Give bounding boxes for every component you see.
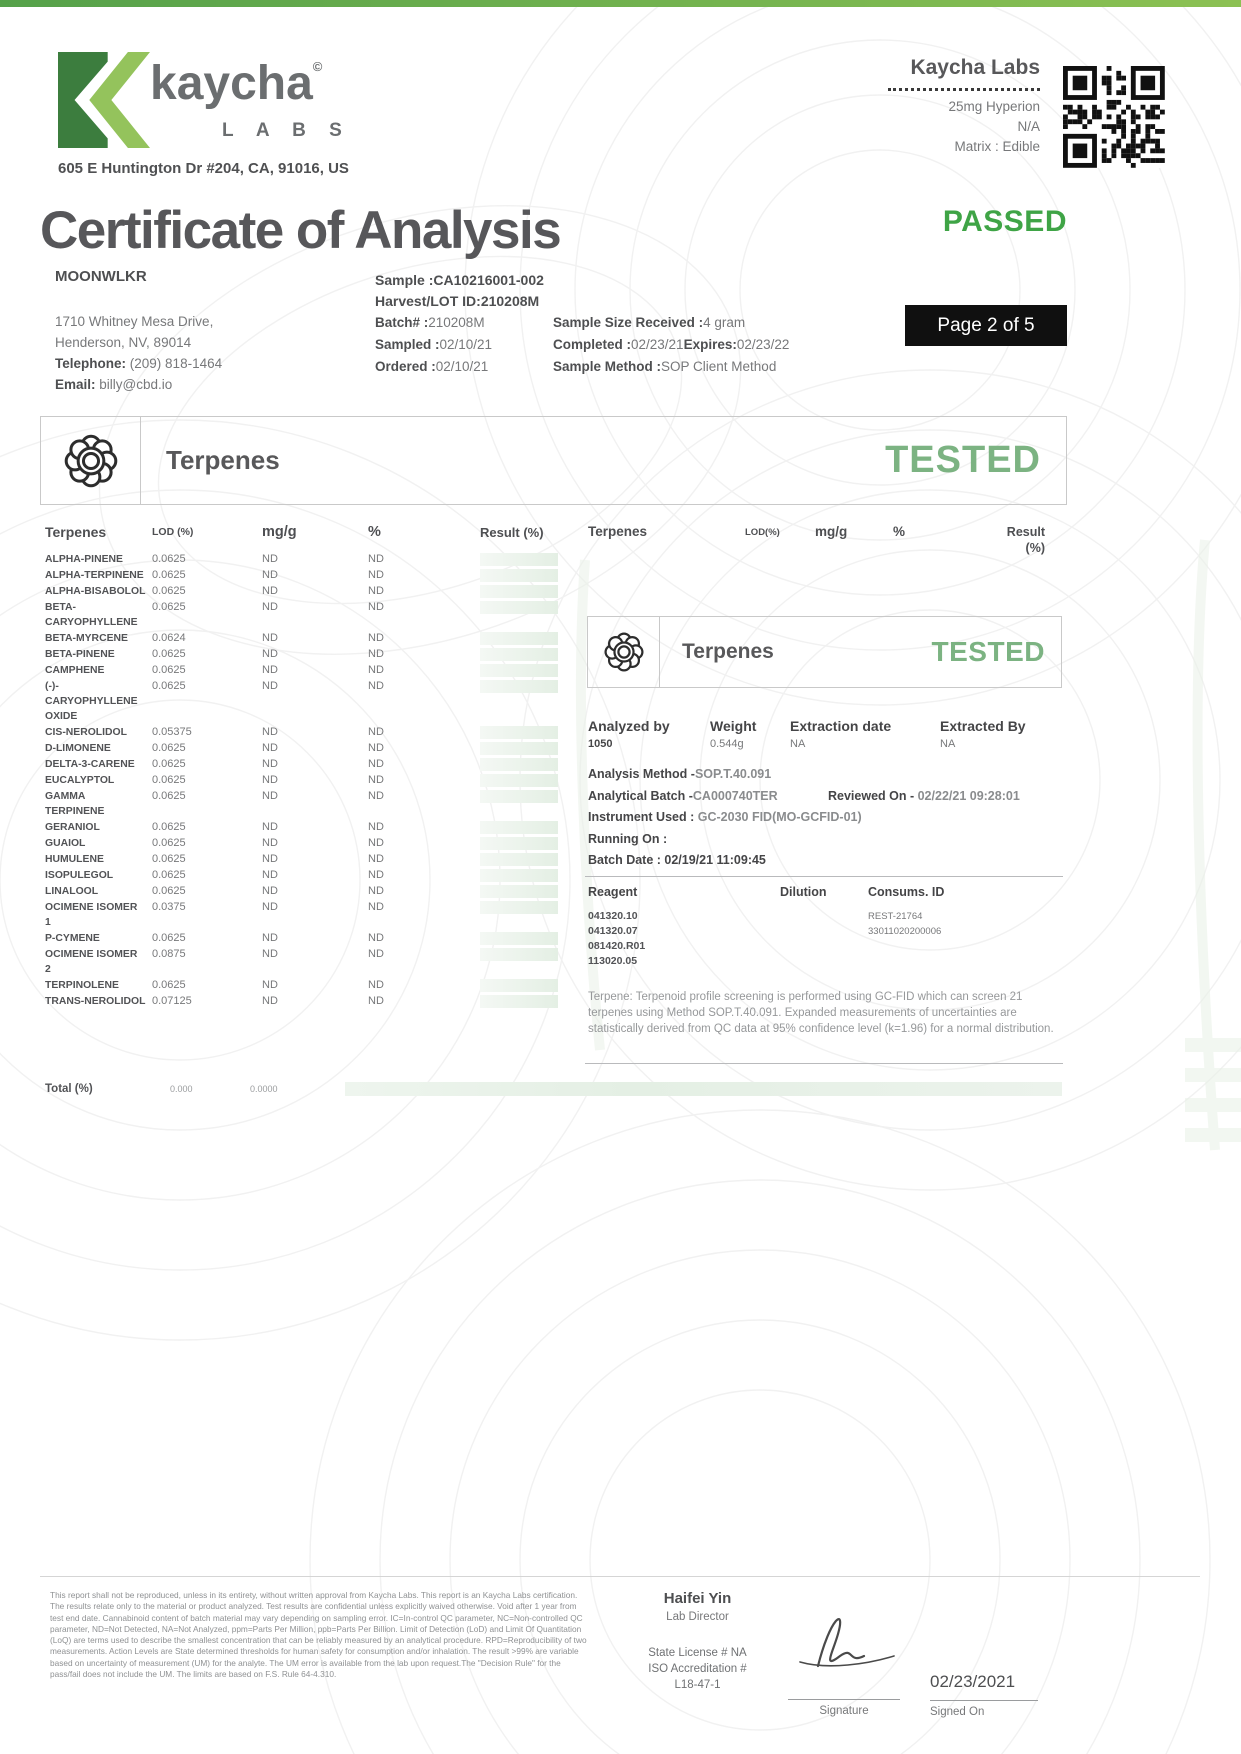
terpenes-banner <box>40 416 1067 505</box>
consums-id <box>868 954 1063 969</box>
terpene-lod: 0.0625 <box>152 979 186 991</box>
page-number-badge: Page 2 of 5 <box>905 305 1067 346</box>
completed-label: Completed : <box>553 337 632 352</box>
result-bar <box>480 758 558 771</box>
terpene-pct: ND <box>368 680 384 692</box>
result-bar <box>480 680 558 693</box>
terpene-name: TERPINOLENE <box>45 980 119 991</box>
consums-id: 33011020200006 <box>868 925 942 937</box>
result-bar <box>480 585 558 598</box>
terpene-lod: 0.0625 <box>152 790 186 802</box>
right-panel <box>585 524 1063 1064</box>
terpene-name: D-LIMONENE <box>45 743 111 754</box>
result-bar <box>480 742 558 755</box>
dilution-col-label: Dilution <box>780 884 827 899</box>
terpenes-rows <box>45 552 560 1009</box>
running-on-label: Running On : <box>588 831 668 846</box>
col-terpenes: Terpenes <box>588 524 648 539</box>
dilution-value <box>780 909 868 924</box>
terpene-mgg: ND <box>262 885 278 897</box>
terpene-name: ISOPULEGOL <box>45 870 114 881</box>
result-bar <box>480 837 558 850</box>
extracted-by-value: NA <box>940 738 956 750</box>
result-bar <box>480 774 558 787</box>
terpene-lod: 0.0625 <box>152 680 186 692</box>
reagent-row <box>588 909 1063 924</box>
sample-method-value: SOP Client Method <box>661 359 777 374</box>
terpene-mgg: ND <box>262 601 278 613</box>
table-row <box>45 757 560 772</box>
result-bar <box>480 948 558 961</box>
table-row <box>45 884 560 899</box>
terpenes-icon-cell <box>41 417 141 504</box>
terpene-pct: ND <box>368 742 384 754</box>
col-pct: % <box>368 524 381 540</box>
batch-value: 210208M <box>428 315 485 330</box>
col-mgg: mg/g <box>262 524 297 540</box>
state-license: State License # NA <box>648 1647 747 1659</box>
signed-on-line <box>930 1700 1038 1701</box>
analytical-batch-label: Analytical Batch - <box>588 788 693 803</box>
total-result-bar <box>345 1082 1062 1096</box>
result-bar <box>480 553 558 566</box>
client-address2: Henderson, NV, 89014 <box>55 335 192 350</box>
terpene-pct: ND <box>368 837 384 849</box>
col-result: Result (%) <box>480 525 544 540</box>
terpene-mgg: ND <box>262 648 278 660</box>
table-row <box>45 679 560 724</box>
client-block <box>55 268 355 395</box>
terpene-pct: ND <box>368 979 384 991</box>
table-row <box>45 584 560 599</box>
table-row <box>45 978 560 993</box>
total-lod: 0.000 <box>170 1084 193 1094</box>
status-passed: PASSED <box>942 205 1067 238</box>
divider <box>585 876 1063 877</box>
terpene-name: ALPHA-BISABOLOL <box>45 586 146 597</box>
total-row <box>45 1082 1062 1096</box>
signature-block <box>788 1600 900 1717</box>
terpene-mgg: ND <box>262 632 278 644</box>
harvest-label: Harvest/LOT ID: <box>375 293 481 309</box>
terpene-pct: ND <box>368 585 384 597</box>
method-block <box>585 764 1063 872</box>
terpene-lod: 0.0625 <box>152 569 186 581</box>
analyzed-by-value: 1050 <box>588 738 613 750</box>
signature-line <box>788 1699 900 1700</box>
result-bar <box>480 726 558 739</box>
reagent-row <box>588 939 1063 954</box>
section-title: Terpenes <box>682 640 774 663</box>
terpene-name: LINALOOL <box>45 886 99 897</box>
result-bar <box>480 821 558 834</box>
sample-label: Sample : <box>375 272 434 288</box>
director-name: Haifei Yin <box>663 1590 732 1607</box>
terpene-lod: 0.07125 <box>152 995 192 1007</box>
terpene-name: BETA-PINENE <box>45 649 115 660</box>
size-label: Sample Size Received : <box>553 315 704 330</box>
terpene-pct: ND <box>368 821 384 833</box>
analysis-method-label: Analysis Method - <box>588 767 695 781</box>
terpene-lod: 0.05375 <box>152 726 192 738</box>
analysis-method-value: SOP.T.40.091 <box>694 767 772 781</box>
terpene-lod: 0.0625 <box>152 664 186 676</box>
table-row <box>45 631 560 646</box>
terpene-mgg: ND <box>262 995 278 1007</box>
signature-label: Signature <box>819 1705 869 1717</box>
table-row <box>45 725 560 740</box>
result-bar <box>480 885 558 898</box>
telephone-value: (209) 818-1464 <box>129 356 223 371</box>
table-row <box>45 852 560 867</box>
ordered-value: 02/10/21 <box>435 359 489 374</box>
terpene-pct: ND <box>368 758 384 770</box>
terpene-pct: ND <box>368 790 384 802</box>
iso-accreditation-line2: L18-47-1 <box>674 1679 721 1691</box>
terpene-lod: 0.0875 <box>152 948 186 960</box>
result-bar <box>480 869 558 882</box>
terpene-lod: 0.0625 <box>152 758 186 770</box>
result-bar <box>480 853 558 866</box>
footer-divider <box>40 1576 1200 1577</box>
col-lod: LOD(%) <box>745 527 780 538</box>
table-row <box>45 789 560 819</box>
sampled-label: Sampled : <box>375 337 440 352</box>
table-row <box>45 600 560 630</box>
reagent-id: 041320.10 <box>588 909 638 922</box>
table-row <box>45 947 560 977</box>
terpene-mgg: ND <box>262 821 278 833</box>
terpene-name: GAMMA TERPINENE <box>45 791 105 817</box>
dilution-value <box>780 924 868 939</box>
col-result: Result (%) <box>1006 525 1045 555</box>
terpenes-mini-banner <box>587 616 1062 688</box>
terpene-lod: 0.0625 <box>152 601 186 613</box>
sample-id: CA10216001-002 <box>433 272 544 288</box>
terpene-name: GUAIOL <box>45 838 86 849</box>
result-bar <box>480 995 558 1008</box>
terpene-name: CAMPHENE <box>45 665 105 676</box>
logo-wordmark: kaycha© <box>150 57 323 110</box>
terpenes-icon-cell <box>588 617 660 687</box>
col-terpenes: Terpenes <box>45 524 107 540</box>
result-bar <box>480 632 558 645</box>
table-row <box>45 773 560 788</box>
analysis-summary <box>585 718 1063 750</box>
flower-icon <box>60 430 122 492</box>
terpene-lod: 0.0625 <box>152 585 186 597</box>
batch-label: Batch# : <box>375 315 429 330</box>
terpene-lod: 0.0625 <box>152 837 186 849</box>
terpenes-table <box>45 524 560 1010</box>
signature-scribble <box>788 1600 900 1692</box>
result-bar <box>480 569 558 582</box>
right-table-header <box>585 524 1063 556</box>
table-row <box>45 552 560 567</box>
col-lod: LOD (%) <box>152 526 194 538</box>
terpene-name: ALPHA-TERPINENE <box>45 570 144 581</box>
terpene-mgg: ND <box>262 569 278 581</box>
table-header <box>45 524 560 540</box>
reagent-section <box>585 885 1063 969</box>
total-mgg: 0.0000 <box>250 1084 278 1094</box>
terpene-mgg: ND <box>262 932 278 944</box>
terpene-pct: ND <box>368 774 384 786</box>
extraction-date-label: Extraction date <box>790 718 892 734</box>
terpene-name: OCIMENE ISOMER 2 <box>45 949 138 975</box>
expires-label: Expires: <box>683 337 737 352</box>
terpene-lod: 0.0625 <box>152 553 186 565</box>
signed-on-block <box>930 1672 1038 1718</box>
terpene-lod: 0.0625 <box>152 742 186 754</box>
table-row <box>45 568 560 583</box>
email-value: billy@cbd.io <box>99 377 173 392</box>
terpene-lod: 0.0625 <box>152 821 186 833</box>
terpene-name: BETA-MYRCENE <box>45 633 128 644</box>
harvest-id: 210208M <box>480 293 540 309</box>
sample-method-label: Sample Method : <box>553 359 662 374</box>
terpene-pct: ND <box>368 885 384 897</box>
client-address1: 1710 Whitney Mesa Drive, <box>55 314 214 329</box>
terpene-mgg: ND <box>262 758 278 770</box>
weight-value: 0.544g <box>710 738 744 750</box>
col-pct: % <box>893 524 906 539</box>
lab-title-block <box>740 56 1040 157</box>
consums-col-label: Consums. ID <box>868 884 945 899</box>
table-row <box>45 868 560 883</box>
divider <box>585 1063 1063 1064</box>
terpene-name: P-CYMENE <box>45 933 100 944</box>
reagent-id: 113020.05 <box>588 954 638 967</box>
lab-address: 605 E Huntington Dr #204, CA, 91016, US <box>58 160 349 177</box>
terpene-mgg: ND <box>262 585 278 597</box>
terpene-lod: 0.0625 <box>152 885 186 897</box>
reagent-id: 041320.07 <box>588 924 638 937</box>
batch-date-label: Batch Date : <box>588 853 665 867</box>
terpene-lod: 0.0625 <box>152 932 186 944</box>
table-row <box>45 931 560 946</box>
terpene-mgg: ND <box>262 869 278 881</box>
terpene-mgg: ND <box>262 901 278 913</box>
terpene-pct: ND <box>368 853 384 865</box>
terpene-name: DELTA-3-CARENE <box>45 759 135 770</box>
terpene-name: TRANS-NEROLIDOL <box>45 996 146 1007</box>
weight-label: Weight <box>710 718 757 734</box>
table-row <box>45 647 560 662</box>
logo-labs-word: L A B S <box>222 120 351 141</box>
signed-date: 02/23/2021 <box>930 1672 1016 1691</box>
reagent-col-label: Reagent <box>588 884 638 899</box>
reagent-id: 081420.R01 <box>588 939 646 952</box>
status-tested: TESTED <box>931 636 1045 667</box>
terpene-pct: ND <box>368 932 384 944</box>
terpene-lod: 0.0624 <box>152 632 186 644</box>
dilution-value <box>780 939 868 954</box>
result-bar <box>480 648 558 661</box>
analytical-batch-value: CA000740TER <box>692 788 778 803</box>
status-tested: TESTED <box>885 439 1041 481</box>
top-accent-bar <box>0 0 1241 7</box>
consums-id: REST-21764 <box>868 910 923 922</box>
flower-icon <box>601 629 647 675</box>
matrix-type: Matrix : Edible <box>954 139 1040 154</box>
table-row <box>45 741 560 756</box>
batch-date-value: 02/19/21 11:09:45 <box>664 853 766 867</box>
product-na: N/A <box>1017 119 1040 134</box>
sample-block <box>375 270 895 378</box>
terpene-mgg: ND <box>262 979 278 991</box>
total-label: Total (%) <box>45 1083 93 1095</box>
table-row <box>45 900 560 930</box>
terpene-mgg: ND <box>262 948 278 960</box>
terpene-mgg: ND <box>262 553 278 565</box>
terpene-mgg: ND <box>262 742 278 754</box>
dilution-value <box>780 954 868 969</box>
reviewed-on-value: 02/22/21 09:28:01 <box>917 788 1020 803</box>
terpene-mgg: ND <box>262 774 278 786</box>
terpene-pct: ND <box>368 948 384 960</box>
client-name: MOONWLKR <box>55 268 147 285</box>
email-label: Email: <box>55 377 96 392</box>
terpene-name: OCIMENE ISOMER 1 <box>45 902 138 928</box>
terpene-name: (-)-CARYOPHYLLENE OXIDE <box>45 681 138 722</box>
lab-director-block <box>615 1590 780 1693</box>
product-name: 25mg Hyperion <box>948 99 1040 114</box>
result-bar <box>480 790 558 803</box>
sampled-value: 02/10/21 <box>439 337 493 352</box>
disclaimer: This report shall not be reproduced, unless in its entirety, without written approval from Kaycha Labs. This report is an Kaycha Labs certification. The results relate only to the material or product analyzed. Test results are confidential unless explicitly waived otherwise. Void after 1 year from test end date. Cannabinoid content of batch material may vary depending on sampling error. IC=In-control QC parameter, NC=Non-controlled QC parameter, ND=Not Detected, NA=Not Analyzed, ppm=Parts Per Million, ppb=Parts Per Billion. Limit of Detection (LoD) and Limit Of Quantitation (LoQ) are terms used to describe the smallest concentration that can be reliably measured by an analytical procedure. RPD=Reproducibility of two measurements. Action Levels are State determined thresholds for human safety for consumption and/or inhalation. The result >99% are variable based on uncertainty of measurement (UM) for the analyte. The UM error is available from the lab upon request.The "Decision Rule" for the pass/fail does not include the UM. The limits are based on F.S. Rule 64-4.310. <box>50 1590 587 1680</box>
table-row <box>45 663 560 678</box>
table-row <box>45 994 560 1009</box>
instrument-value: GC-2030 FID(MO-GCFID-01) <box>697 810 862 824</box>
reagent-rows <box>588 909 1063 969</box>
extracted-by-label: Extracted By <box>940 718 1026 734</box>
terpene-lod: 0.0625 <box>152 774 186 786</box>
terpene-name: CIS-NEROLIDOL <box>45 727 127 738</box>
director-title: Lab Director <box>666 1611 729 1623</box>
result-bar <box>480 932 558 945</box>
dotted-divider <box>888 88 1040 91</box>
result-bar <box>480 979 558 992</box>
page-title: Certificate of Analysis <box>40 201 561 260</box>
size-value: 4 gram <box>703 315 746 330</box>
reagent-row <box>588 954 1063 969</box>
telephone-label: Telephone: <box>55 356 127 371</box>
terpene-lod: 0.0625 <box>152 869 186 881</box>
instrument-label: Instrument Used : <box>588 810 698 824</box>
terpene-pct: ND <box>368 995 384 1007</box>
terpene-mgg: ND <box>262 853 278 865</box>
terpene-pct: ND <box>368 648 384 660</box>
reagent-header <box>588 885 1063 899</box>
terpene-name: GERANIOL <box>45 822 100 833</box>
consums-id <box>868 939 1063 954</box>
terpene-name: BETA-CARYOPHYLLENE <box>45 602 138 628</box>
result-bar <box>480 901 558 914</box>
terpene-lod: 0.0625 <box>152 853 186 865</box>
terpene-mgg: ND <box>262 664 278 676</box>
terpene-pct: ND <box>368 901 384 913</box>
section-title: Terpenes <box>166 445 280 475</box>
iso-accreditation-line1: ISO Accreditation # <box>648 1663 747 1675</box>
reviewed-on-label: Reviewed On - <box>828 788 918 803</box>
terpene-pct: ND <box>368 869 384 881</box>
result-bar <box>480 664 558 677</box>
terpene-mgg: ND <box>262 680 278 692</box>
expires-value: 02/23/22 <box>736 337 790 352</box>
reagent-row <box>588 924 1063 939</box>
terpene-name: HUMULENE <box>45 854 104 865</box>
terpene-mgg: ND <box>262 837 278 849</box>
terpene-name: EUCALYPTOL <box>45 775 115 786</box>
terpene-lod: 0.0375 <box>152 901 186 913</box>
ordered-label: Ordered : <box>375 359 436 374</box>
table-row <box>45 820 560 835</box>
terpene-pct: ND <box>368 601 384 613</box>
kaycha-logo <box>58 52 150 148</box>
terpene-mgg: ND <box>262 790 278 802</box>
terpene-pct: ND <box>368 569 384 581</box>
terpene-pct: ND <box>368 726 384 738</box>
signed-on-label: Signed On <box>930 1706 985 1718</box>
table-row <box>45 836 560 851</box>
terpene-note: Terpene: Terpenoid profile screening is performed using GC-FID which can screen 21 terpenes using Method SOP.T.40.091. Expanded measurements of uncertainties are statistically derived from QC data at 95% confidence level (k=1.96) for a normal distribution. <box>588 990 1054 1035</box>
terpene-name: ALPHA-PINENE <box>45 554 123 565</box>
completed-value: 02/23/21 <box>631 337 684 352</box>
terpene-mgg: ND <box>262 726 278 738</box>
terpene-pct: ND <box>368 664 384 676</box>
col-mgg: mg/g <box>815 524 848 539</box>
extraction-date-value: NA <box>790 738 806 750</box>
terpene-pct: ND <box>368 632 384 644</box>
terpene-lod: 0.0625 <box>152 648 186 660</box>
result-bar <box>480 601 558 614</box>
lab-title: Kaycha Labs <box>910 56 1040 79</box>
terpene-pct: ND <box>368 553 384 565</box>
analyzed-by-label: Analyzed by <box>588 718 670 734</box>
qr-code <box>1063 66 1165 168</box>
